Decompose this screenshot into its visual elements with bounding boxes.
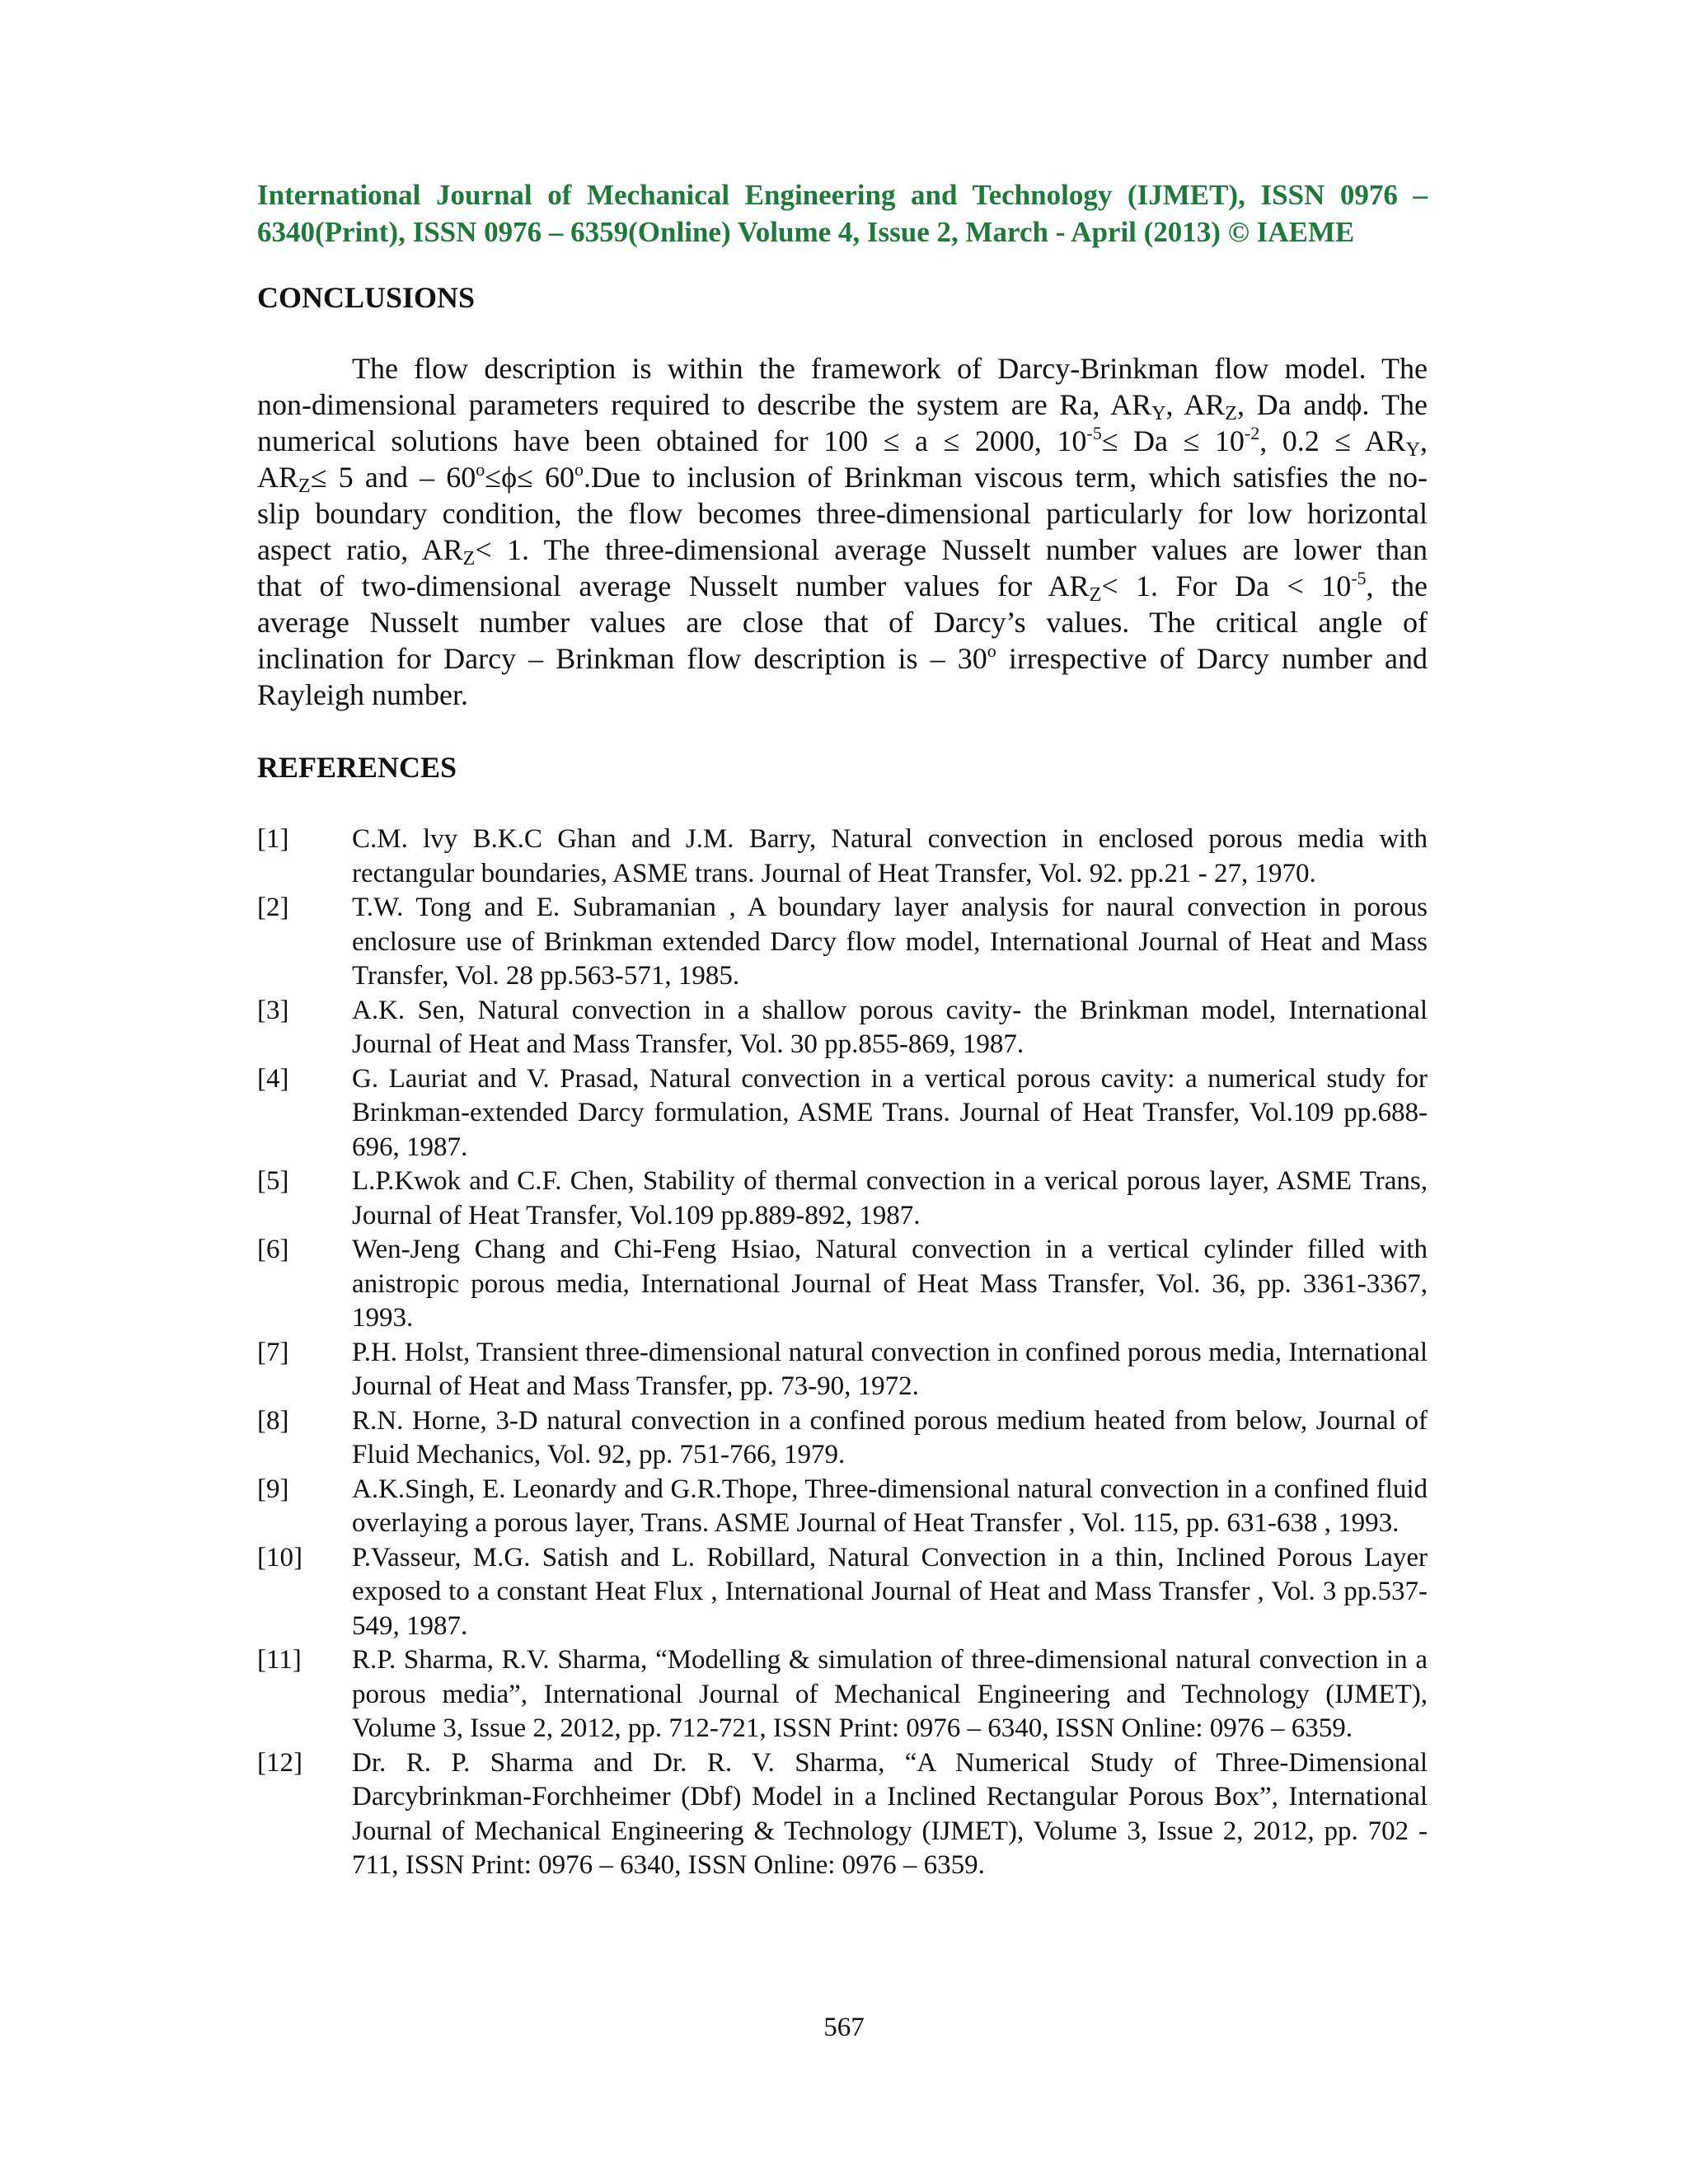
para-line: inclination for Darcy – Brinkman flow description is – 30$^o$ irrespective of Darcy number and	[257, 640, 1428, 675]
reference-item	[257, 1165, 1428, 1233]
reference-item	[257, 994, 1428, 1062]
reference-number: [6]	[257, 1235, 289, 1264]
para-line: slip boundary condition, the flow becomes three-dimensional particularly for low horizontal	[257, 497, 1428, 530]
reference-text: T.W. Tong and E. Subramanian , A boundary layer analysis for naural convection in porous enclosure use of Brinkman extended Darcy flow model, International Journal of Heat and Mass Transfer, Vol. 28 pp.563-571, 1985.	[352, 893, 1428, 991]
reference-number: [12]	[257, 1747, 302, 1778]
reference-text: R.P. Sharma, R.V. Sharma, “Modelling & simulation of three-dimensional natural convection in a porous media”, International Journal of Mechanical Engineering and Technology (IJMET), Volume 3, Issue 2, 2012, pp. 712-721, ISSN Print: 0976 – 6340, ISSN Online: 0976 – 6359.	[352, 1645, 1428, 1743]
reference-number: [5]	[257, 1166, 289, 1196]
reference-text: Wen-Jeng Chang and Chi-Feng Hsiao, Natural convection in a vertical cylinder filled with anistropic porous media, International Journal of Heat Mass Transfer, Vol. 36, pp. 3361-3367, 1993.	[352, 1235, 1428, 1333]
references-heading: REFERENCES	[257, 751, 457, 784]
para-line: The flow description is within the framework of Darcy-Brinkman flow model. The	[352, 352, 1428, 385]
references-list	[257, 823, 1428, 1883]
para-line: average Nusselt number values are close that of Darcy’s values. The critical angle of	[257, 606, 1428, 639]
reference-text: A.K. Sen, Natural convection in a shallow porous cavity- the Brinkman model, International Journal of Heat and Mass Transfer, Vol. 30 pp.855-869, 1987.	[352, 995, 1428, 1059]
reference-text: G. Lauriat and V. Prasad, Natural convection in a vertical porous cavity: a numerical study for Brinkman-extended Darcy formulation, ASME Trans. Journal of Heat Transfer, Vol.109 pp.688-696, 1987.	[352, 1063, 1428, 1162]
reference-item	[257, 1336, 1428, 1404]
reference-text: C.M. lvy B.K.C Ghan and J.M. Barry, Natural convection in enclosed porous media with rectangular boundaries, ASME trans. Journal of Heat Transfer, Vol. 92. pp.21 - 27, 1970.	[352, 824, 1428, 888]
reference-text: A.K.Singh, E. Leonardy and G.R.Thope, Three-dimensional natural convection in a confined fluid overlaying a porous layer, Trans. ASME Journal of Heat Transfer , Vol. 115, pp. 631-638 , 1993.	[352, 1474, 1428, 1538]
reference-item	[257, 891, 1428, 994]
reference-number: [8]	[257, 1405, 289, 1436]
reference-item	[257, 1233, 1428, 1336]
reference-number: [4]	[257, 1063, 289, 1094]
reference-item	[257, 1404, 1428, 1473]
conclusions-heading: CONCLUSIONS	[257, 281, 476, 314]
conclusions-paragraph	[257, 350, 1428, 713]
reference-number: [9]	[257, 1474, 289, 1504]
reference-text: Dr. R. P. Sharma and Dr. R. V. Sharma, “A Numerical Study of Three-Dimensional Darcybrinkman-Forchheimer (Dbf) Model in a Inclined Rectangular Porous Box”, International Journal of Mechanical Engineering & Technology (IJMET), Volume 3, Issue 2, 2012, pp. 702 - 711, ISSN Print: 0976 – 6340, ISSN Online: 0976 – 6359.	[352, 1747, 1428, 1880]
reference-item	[257, 1541, 1428, 1644]
reference-item	[257, 1473, 1428, 1541]
reference-number: [7]	[257, 1337, 289, 1367]
journal-header	[257, 176, 1428, 251]
para-line: that of two-dimensional average Nusselt number values for $AR_Z< 1$. For $Da < 10^{-5}$, the	[257, 568, 1428, 606]
reference-text: R.N. Horne, 3-D natural convection in a confined porous medium heated from below, Journal of Fluid Mechanics, Vol. 92, pp. 751-766, 1979.	[352, 1405, 1428, 1469]
reference-text: P.H. Holst, Transient three-dimensional natural convection in confined porous media, International Journal of Heat and Mass Transfer, pp. 73-90, 1972.	[352, 1337, 1428, 1401]
para-line: numerical solutions have been obtained for 100 ≤ a ≤ 2000, $10^{-5}\le Da \le 10^{-2}$, $0.2 \le AR_Y$,	[257, 423, 1428, 461]
reference-text: P.Vasseur, M.G. Satish and L. Robillard, Natural Convection in a thin, Inclined Porous Layer exposed to a constant Heat Flux , International Journal of Heat and Mass Transfer , Vol. 3 pp.537-549, 1987.	[352, 1542, 1428, 1641]
journal-header-line-2: 6340(Print), ISSN 0976 – 6359(Online) Volume 4, Issue 2, March - April (2013) © IAEME	[257, 216, 1355, 248]
reference-item	[257, 1746, 1428, 1883]
reference-number: [11]	[257, 1645, 302, 1675]
para-line: Rayleigh number.	[257, 678, 468, 711]
reference-text: L.P.Kwok and C.F. Chen, Stability of thermal convection in a verical porous layer, ASME Trans, Journal of Heat Transfer, Vol.109 pp.889-892, 1987.	[352, 1166, 1428, 1230]
para-line: non-dimensional parameters required to describe the system are Ra, $AR_Y$, $AR_Z$, Da andϕ. The	[257, 388, 1428, 424]
para-line: aspect ratio, $AR_Z< 1$. The three-dimensional average Nusselt number values are lower than	[257, 533, 1428, 569]
reference-number: [10]	[257, 1542, 302, 1572]
reference-number: [3]	[257, 995, 289, 1025]
para-line: $AR_Z\le 5$ and – $60^o\le\phi\le 60^o.Due$ to inclusion of Brinkman viscous term, which satisfies the no-	[257, 459, 1428, 497]
reference-item	[257, 823, 1428, 891]
page-number: 567	[823, 2013, 865, 2042]
reference-number: [1]	[257, 824, 289, 854]
journal-header-line-1: International Journal of Mechanical Engineering and Technology (IJMET), ISSN 0976 –	[257, 179, 1428, 211]
reference-item	[257, 1643, 1428, 1746]
reference-item	[257, 1062, 1428, 1165]
reference-number: [2]	[257, 893, 289, 922]
